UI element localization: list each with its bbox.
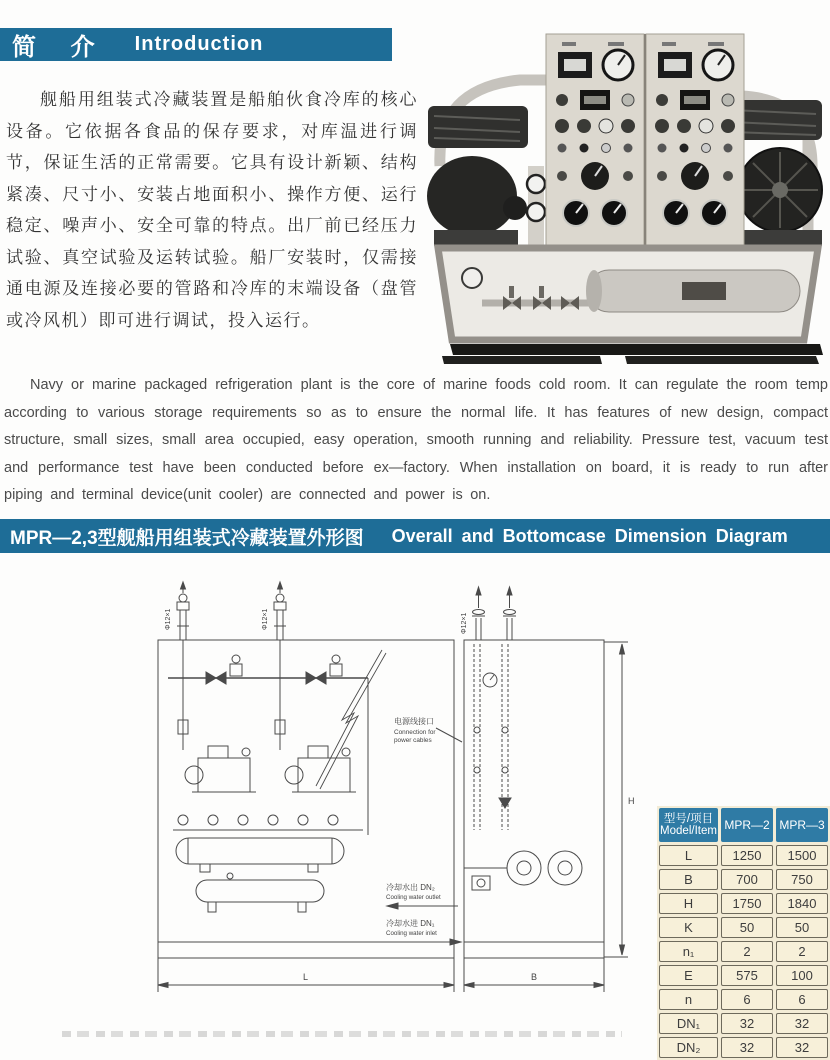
pump-symbols [464, 851, 582, 890]
water-in-label-en: Cooling water inlet [386, 930, 437, 937]
table-row-value: 1250 [721, 845, 773, 866]
dim-label-B: B [531, 972, 538, 982]
table-row-value: 6 [776, 989, 828, 1010]
receiver-symbol [196, 873, 324, 912]
riser-valves [177, 582, 286, 640]
section-title-zh: MPR—2,3型舰船用组装式冷藏装置外形图 [10, 527, 364, 549]
gauge-strip-left [527, 166, 545, 248]
pipe-spec-label-1: Φ12×1 [165, 608, 172, 630]
compressor-left [427, 106, 528, 246]
front-view [158, 582, 454, 958]
base-rails [442, 344, 823, 364]
table-row-value: 2 [776, 941, 828, 962]
table-row-item: H [659, 893, 718, 914]
dim-H [604, 642, 628, 957]
table-row-item: DN₁ [659, 1013, 718, 1034]
section-title-en: Overall and Bottomcase Dimension Diagram [391, 525, 788, 546]
water-out-arrow [387, 903, 458, 909]
base-frame [438, 248, 818, 340]
table-row-value: 32 [721, 1037, 773, 1058]
dim-label-L: L [303, 972, 309, 982]
table-row-value: 6 [721, 989, 773, 1010]
power-label-en2: power cables [394, 737, 432, 744]
power-label-en1: Connection for [394, 729, 436, 736]
table-row-value: 32 [721, 1013, 773, 1034]
power-label-zh: 电源线接口 [394, 717, 434, 726]
intro-header-bar [0, 28, 392, 61]
spec-table [657, 806, 830, 1060]
intro-title-zh: 简 介 [12, 34, 109, 61]
gauge-row [173, 815, 363, 830]
pipe-spec-label-3: Φ12×1 [461, 612, 468, 634]
table-row-item: B [659, 869, 718, 890]
table-row-value: 1840 [776, 893, 828, 914]
dim-label-H: H [628, 796, 635, 806]
table-row-value: 1500 [776, 845, 828, 866]
table-row-item: E [659, 965, 718, 986]
intro-paragraph-zh: 舰船用组装式冷藏装置是船舶伙食冷库的核心设备。它依据各食品的保存要求，对库温进行调节，保证生活的正常需要。它具有设计新颖、结构紧凑、尺寸小、安装占地面积小、操作方便、运行稳定、噪声小、安全可靠的特点。出厂前已经压力试验、真空试验及运转试验。船厂安装时，仅需接通电源及连接必要的管路和冷库的末端设备（盘管或冷风机）即可进行调试，投入运行。 [6, 90, 418, 330]
table-header-item-zh: 型号/项目 [663, 812, 714, 825]
table-row-value: 2 [721, 941, 773, 962]
condenser-symbol [176, 838, 344, 872]
table-header-item-en: Model/Item [660, 825, 717, 837]
dimension-diagram [128, 580, 660, 1028]
table-row-item: n [659, 989, 718, 1010]
water-in-label-zh: 冷却水进 DN₁ [386, 919, 435, 928]
section-header-bar [0, 519, 830, 553]
intro-paragraph-en: Navy or marine packaged refrigeration plant is the core of marine foods cold room. It can regulate the room temp according to various storage requirements so as to ensure the normal life. It has features of new design, compact structure, small sizes, small area occupied, easy operation, smooth running and reliability. Pressure test, vacuum test and performance test have been conducted before ex—factory. When installation on board, it is ready to run after piping and terminal device(unit cooler) are connected and power is on. [4, 377, 828, 503]
table-header-mpr3: MPR—3 [776, 808, 828, 842]
table-row-item: DN₂ [659, 1037, 718, 1058]
table-row-item: K [659, 917, 718, 938]
table-row-value: 50 [721, 917, 773, 938]
pipe-spec-label-2: Φ12×1 [262, 608, 269, 630]
table-row-item: n₁ [659, 941, 718, 962]
power-leader-line [436, 728, 462, 742]
table-row-value: 700 [721, 869, 773, 890]
lightning-break [316, 650, 386, 789]
table-header-item [659, 808, 718, 842]
table-row-value: 32 [776, 1037, 828, 1058]
table-row-item: L [659, 845, 718, 866]
table-header-mpr2: MPR—2 [721, 808, 773, 842]
table-row-value: 575 [721, 965, 773, 986]
bottom-cutoff-text [62, 1031, 622, 1037]
side-view [464, 587, 628, 958]
table-row-value: 50 [776, 917, 828, 938]
table-row-value: 1750 [721, 893, 773, 914]
water-in-arrow [390, 939, 461, 945]
water-out-label-en: Cooling water outlet [386, 894, 441, 901]
water-out-label-zh: 冷却水出 DN₂ [386, 883, 435, 892]
intro-title-en: Introduction [134, 33, 264, 55]
table-row-value: 32 [776, 1013, 828, 1034]
equipment-photo [420, 8, 830, 370]
table-row-value: 100 [776, 965, 828, 986]
table-row-value: 750 [776, 869, 828, 890]
side-view-valves [472, 587, 516, 640]
